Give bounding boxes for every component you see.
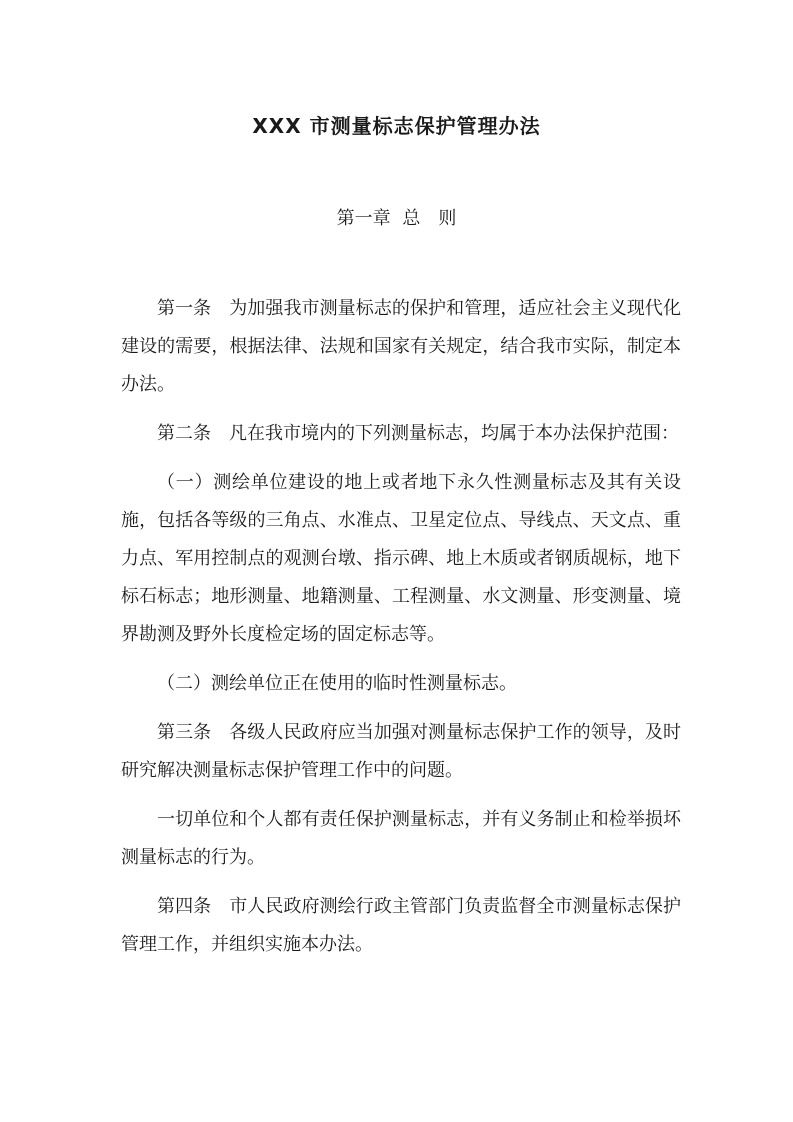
article-label: 第二条 bbox=[157, 423, 211, 444]
article-text: 凡在我市境内的下列测量标志，均属于本办法保护范围： bbox=[229, 423, 679, 444]
document-body bbox=[121, 290, 681, 964]
article-text: 市人民政府测绘行政主管部门负责监督全市测量标志保护管理工作，并组织实施本办法。 bbox=[121, 896, 682, 955]
article-label: 第一条 bbox=[157, 298, 212, 319]
list-item-paragraph bbox=[121, 464, 681, 654]
chapter-heading: 第一章 总 则 bbox=[336, 208, 457, 229]
article-label: 第三条 bbox=[157, 722, 212, 743]
article-paragraph bbox=[121, 714, 681, 790]
list-item-text: （二）测绘单位正在使用的临时性测量标志。 bbox=[157, 673, 517, 694]
document-title: XXX 市测量标志保护管理办法 bbox=[252, 114, 541, 138]
article-text: 为加强我市测量标志的保护和管理，适应社会主义现代化建设的需要，根据法律、法规和国家有关规定，结合我市实际，制定本办法。 bbox=[121, 298, 682, 395]
article-paragraph bbox=[121, 290, 681, 404]
article-label: 第四条 bbox=[157, 896, 212, 917]
list-item-text: （一）测绘单位建设的地上或者地下永久性测量标志及其有关设施，包括各等级的三角点、水准点、卫星定位点、导线点、天文点、重力点、军用控制点的观测台墩、指示碑、地上木质或者钢质觇标，地下标石标志；地形测量、地籍测量、工程测量、水文测量、形变测量、境界勘测及野外长度检定场的固定标志等。 bbox=[121, 472, 681, 645]
list-item-paragraph bbox=[121, 665, 681, 703]
continuation-paragraph bbox=[121, 801, 681, 877]
paragraph-text: 一切单位和个人都有责任保护测量标志，并有义务制止和检举损坏测量标志的行为。 bbox=[121, 809, 681, 868]
article-paragraph bbox=[121, 888, 681, 964]
article-paragraph bbox=[121, 415, 681, 453]
article-text: 各级人民政府应当加强对测量标志保护工作的领导，及时研究解决测量标志保护管理工作中的问题。 bbox=[121, 722, 682, 781]
